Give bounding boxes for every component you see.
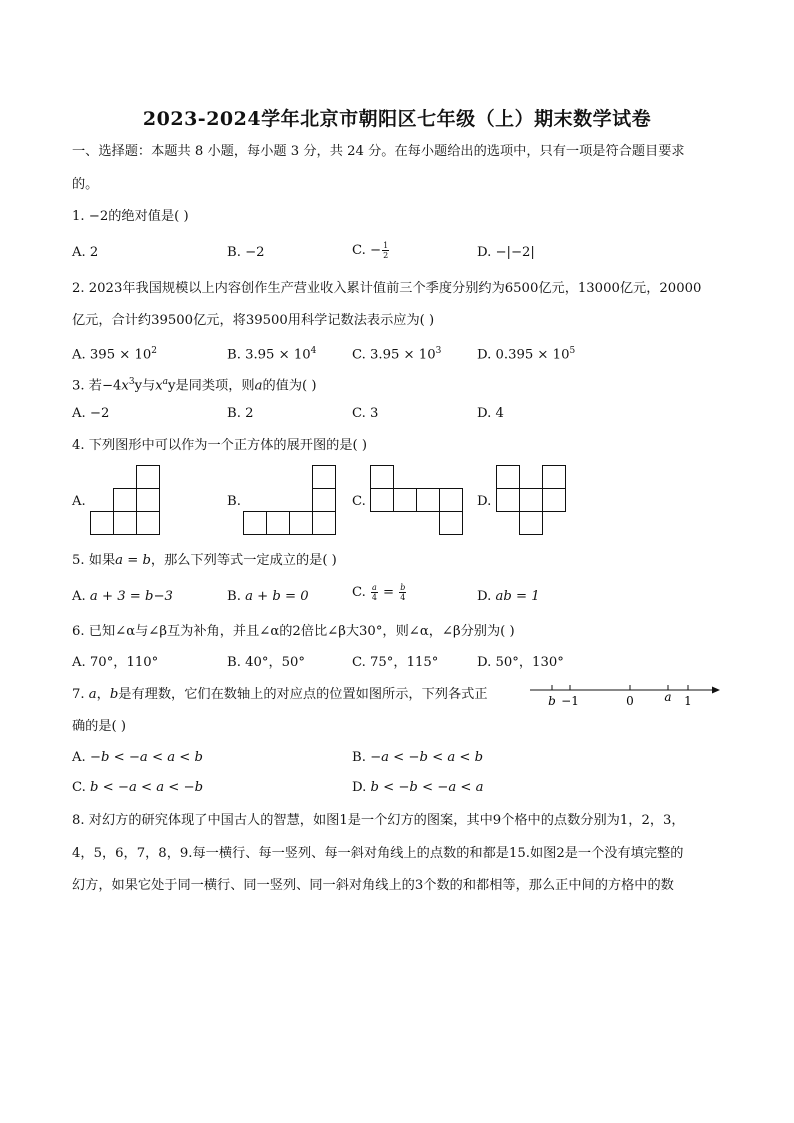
label-b: b: [548, 694, 556, 708]
q7-option-c: C. b < −a < a < −b: [72, 780, 204, 795]
q7-option-a: A. −b < −a < a < b: [72, 750, 203, 765]
net-square: [496, 488, 520, 512]
q4-option-c-net: [370, 465, 463, 535]
label-1: 1: [684, 694, 692, 708]
q7-stem-line2: 确的是( ): [72, 719, 127, 734]
net-square: [393, 488, 417, 512]
q2-option-d: D. $0.395 \times 10^5$: [477, 346, 576, 363]
q5-option-d: D. ab = 1: [477, 589, 540, 604]
net-square: [113, 511, 137, 535]
exam-title: 2023-2024学年北京市朝阳区七年级（上）期末数学试卷: [142, 108, 652, 130]
q8-stem-line3: 幻方，如果它处于同一横行、同一竖列、同一斜对角线上的3个数的和都相等，那么正中间的方格中的数: [72, 878, 674, 893]
q5-option-c: C. $\frac{a}{4}$ = $\frac{b}{4}$: [352, 583, 406, 602]
q4-option-b-label: B.: [227, 494, 241, 509]
q3-option-d: D. 4: [477, 406, 504, 421]
q1-option-c: C. − $\frac{1}{2}$: [352, 241, 389, 260]
section-instructions-line1: 一、选择题：本题共 8 小题，每小题 3 分，共 24 分。在每小题给出的选项中，只有一项是符合题目要求: [72, 144, 685, 159]
net-square: [289, 511, 313, 535]
q3-option-a: A. −2: [72, 406, 110, 421]
net-square: [312, 511, 336, 535]
net-square: [243, 511, 267, 535]
q6-option-c: C. 75°，115°: [352, 655, 439, 670]
net-square: [113, 488, 137, 512]
q1-option-a: A. 2: [72, 245, 99, 260]
fraction: $\frac{1}{2}$: [383, 241, 389, 260]
q2-option-b: B. $3.95 \times 10^4$: [227, 346, 317, 363]
net-square: [370, 488, 394, 512]
q8-stem-line2: 4，5，6，7，8，9.每一横行、每一竖列、每一斜对角线上的点数的和都是15.如图2是一个没有填完整的: [72, 846, 684, 861]
q7-option-d: D. b < −b < −a < a: [352, 780, 484, 795]
q1-option-b: B. −2: [227, 245, 265, 260]
net-square: [416, 488, 440, 512]
q6-stem: 6. 已知∠α与∠β互为补角，并且∠α的2倍比∠β大30°，则∠α，∠β分别为( ): [72, 624, 515, 639]
net-square: [439, 511, 463, 535]
q2-stem-line1: 2. 2023年我国规模以上内容创作生产营业收入累计值前三个季度分别约为6500亿元，13000亿元，20000: [72, 281, 702, 296]
net-square: [439, 488, 463, 512]
q4-option-a-label: A.: [72, 494, 86, 509]
label-0: 0: [626, 694, 634, 708]
q4-option-c-label: C.: [352, 494, 366, 509]
q6-option-a: A. 70°，110°: [72, 655, 159, 670]
label-neg1: −1: [561, 694, 579, 708]
q7-stem-line1: 7. a，b是有理数，它们在数轴上的对应点的位置如图所示，下列各式正: [72, 687, 488, 702]
q7-number-line: [528, 680, 724, 710]
arrow-head: [712, 687, 720, 694]
q2-option-c: C. $3.95 \times 10^3$: [352, 346, 442, 363]
fraction: $\frac{a}{4}$: [371, 583, 377, 602]
fraction: $\frac{b}{4}$: [400, 583, 406, 602]
net-square: [519, 511, 543, 535]
net-square: [542, 488, 566, 512]
net-square: [519, 488, 543, 512]
q8-stem-line1: 8. 对幻方的研究体现了中国古人的智慧，如图1是一个幻方的图案，其中9个格中的点数分别为1，2，3，: [72, 813, 685, 828]
q1-option-d: D. −|−2|: [477, 245, 535, 260]
q7-option-b: B. −a < −b < a < b: [352, 750, 484, 765]
q3-option-b: B. 2: [227, 406, 254, 421]
q2-stem-line2: 亿元，合计约39500亿元，将39500用科学记数法表示应为( ): [72, 313, 435, 328]
q4-stem: 4. 下列图形中可以作为一个正方体的展开图的是( ): [72, 438, 368, 453]
q6-option-d: D. 50°，130°: [477, 655, 564, 670]
q4-option-d-label: D.: [477, 494, 492, 509]
net-square: [136, 488, 160, 512]
net-square: [312, 465, 336, 489]
section-instructions-line2: 的。: [72, 177, 99, 192]
net-square: [136, 465, 160, 489]
q4-option-b-net: [243, 465, 336, 535]
label-a: a: [664, 690, 672, 704]
q5-option-b: B. a + b = 0: [227, 589, 309, 604]
q3-stem: 3. 若$-4x^3y$与$x^ay$是同类项，则a的值为( ): [72, 377, 317, 394]
q1-stem: 1. −2的绝对值是( ): [72, 209, 189, 224]
net-square: [496, 465, 520, 489]
net-square: [370, 465, 394, 489]
net-square: [136, 511, 160, 535]
q5-stem: 5. 如果a = b，那么下列等式一定成立的是( ): [72, 553, 337, 568]
q6-option-b: B. 40°，50°: [227, 655, 306, 670]
net-square: [542, 465, 566, 489]
q4-option-d-net: [496, 465, 566, 535]
q5-option-a: A. a + 3 = b−3: [72, 589, 173, 604]
q4-option-a-net: [90, 465, 160, 535]
net-square: [90, 511, 114, 535]
q3-option-c: C. 3: [352, 406, 379, 421]
net-square: [266, 511, 290, 535]
net-square: [312, 488, 336, 512]
q2-option-a: A. $395 \times 10^2$: [72, 346, 158, 363]
